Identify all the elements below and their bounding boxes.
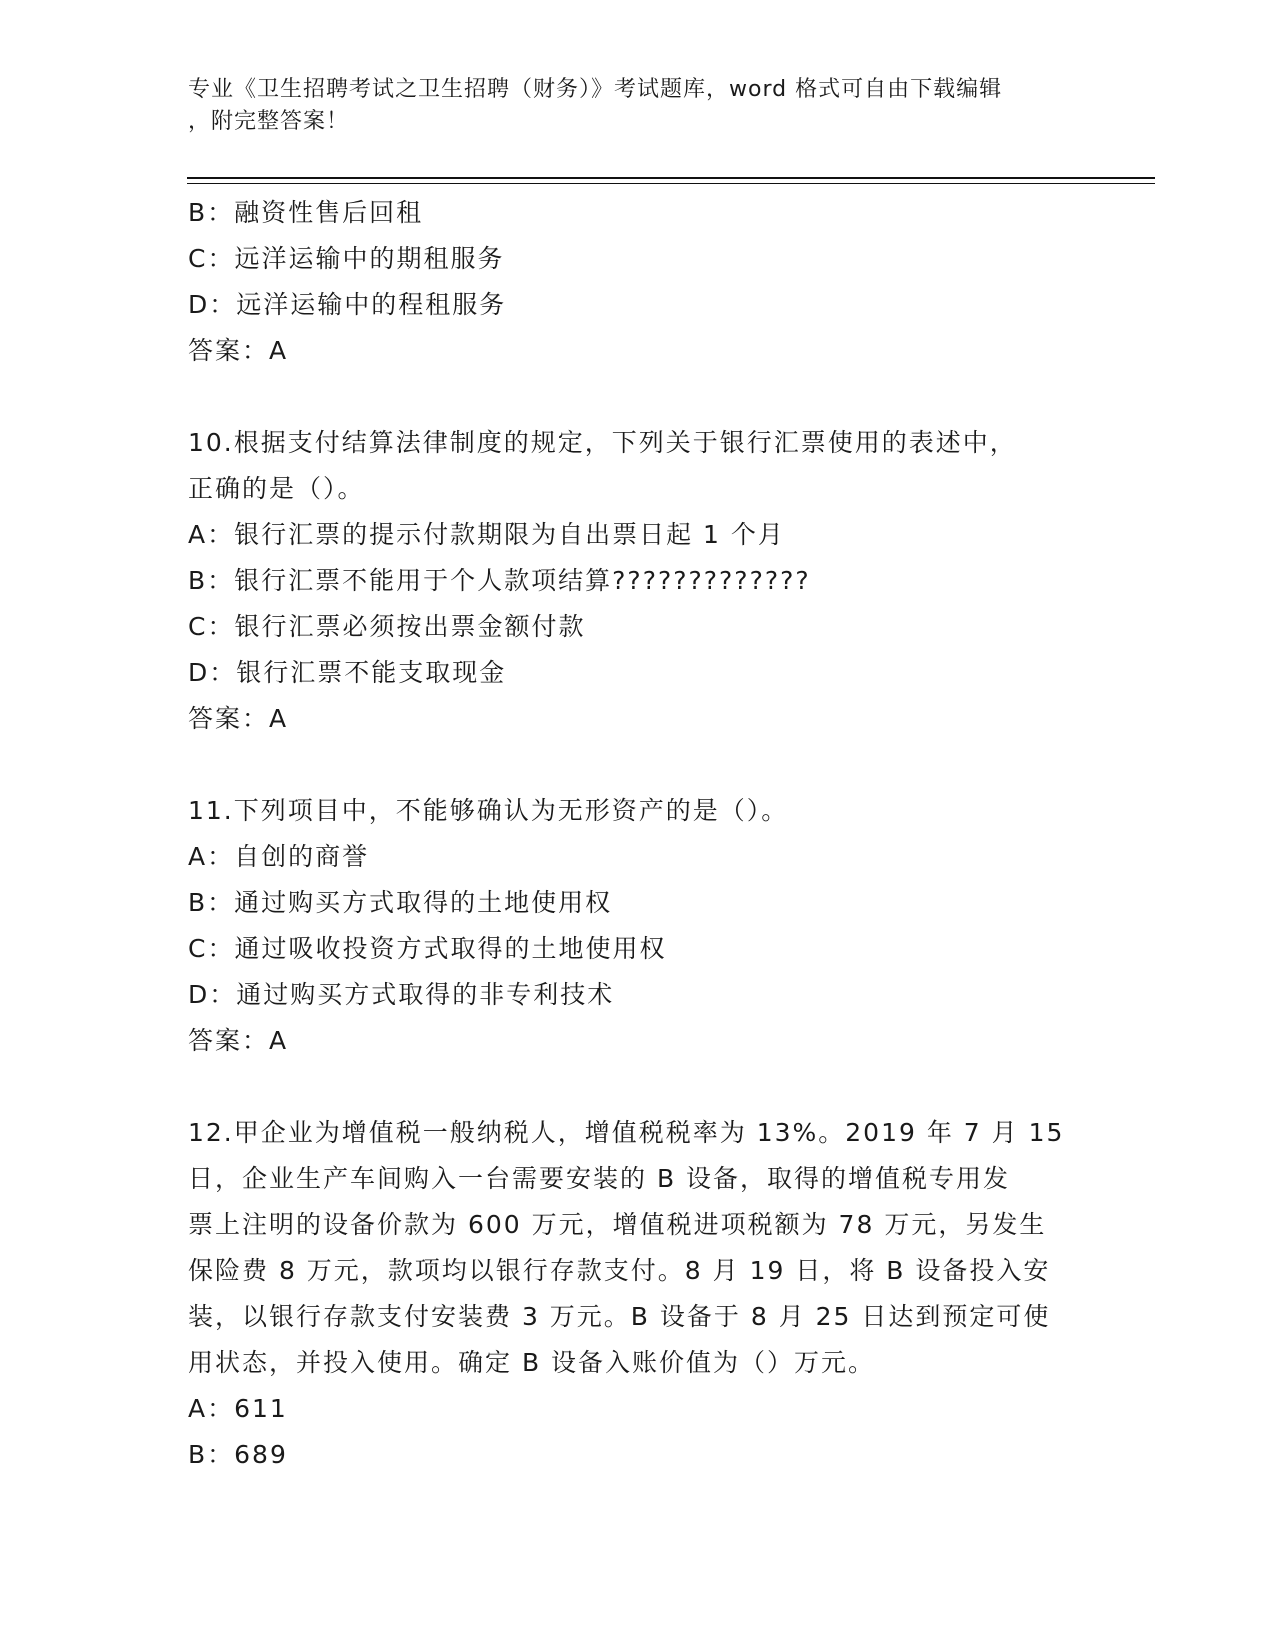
answer-line: 答案：A	[188, 336, 289, 365]
option-c: C：通过吸收投资方式取得的土地使用权	[188, 934, 667, 963]
option-b: B：银行汇票不能用于个人款项结算?????????????	[188, 566, 811, 595]
question-block-previous	[188, 190, 1088, 374]
spacer	[188, 1064, 1088, 1110]
option-b: B：融资性售后回租	[188, 198, 424, 227]
question-stem: 11.下列项目中，不能够确认为无形资产的是（）。	[188, 796, 789, 825]
option-d: D：银行汇票不能支取现金	[188, 658, 507, 687]
answer-line: 答案：A	[188, 704, 289, 733]
question-stem: 日，企业生产车间购入一台需要安装的 B 设备，取得的增值税专用发	[188, 1164, 1011, 1193]
header-line-1: 专业《卫生招聘考试之卫生招聘（财务）》考试题库，word 格式可自由下载编辑	[188, 77, 1003, 102]
option-a: A：自创的商誉	[188, 842, 370, 871]
option-d: D：通过购买方式取得的非专利技术	[188, 980, 615, 1009]
option-c: C：远洋运输中的期租服务	[188, 244, 505, 273]
question-stem: 用状态，并投入使用。确定 B 设备入账价值为（）万元。	[188, 1348, 876, 1377]
question-stem: 票上注明的设备价款为 600 万元，增值税进项税额为 78 万元，另发生	[188, 1210, 1047, 1239]
header-rule-thick	[187, 177, 1155, 179]
spacer	[188, 742, 1088, 788]
question-block-12	[188, 1110, 1088, 1478]
question-stem: 正确的是（）。	[188, 474, 365, 503]
header-rule-thin	[187, 183, 1155, 184]
option-b: B：通过购买方式取得的土地使用权	[188, 888, 613, 917]
question-stem: 12.甲企业为增值税一般纳税人，增值税税率为 13%。2019 年 7 月 15	[188, 1118, 1065, 1147]
option-c: C：银行汇票必须按出票金额付款	[188, 612, 586, 641]
question-stem: 装，以银行存款支付安装费 3 万元。B 设备于 8 月 25 日达到预定可使	[188, 1302, 1051, 1331]
header-line-2: ，附完整答案！	[188, 109, 350, 134]
document-header	[188, 74, 1088, 138]
option-d: D：远洋运输中的程租服务	[188, 290, 507, 319]
answer-line: 答案：A	[188, 1026, 289, 1055]
question-stem: 保险费 8 万元，款项均以银行存款支付。8 月 19 日，将 B 设备投入安	[188, 1256, 1051, 1285]
option-a: A：银行汇票的提示付款期限为自出票日起 1 个月	[188, 520, 785, 549]
option-a: A：611	[188, 1394, 288, 1423]
option-b: B：689	[188, 1440, 288, 1469]
question-block-11	[188, 788, 1088, 1064]
document-body	[188, 190, 1088, 1478]
question-block-10	[188, 420, 1088, 742]
question-stem: 10.根据支付结算法律制度的规定，下列关于银行汇票使用的表述中，	[188, 428, 1017, 457]
spacer	[188, 374, 1088, 420]
